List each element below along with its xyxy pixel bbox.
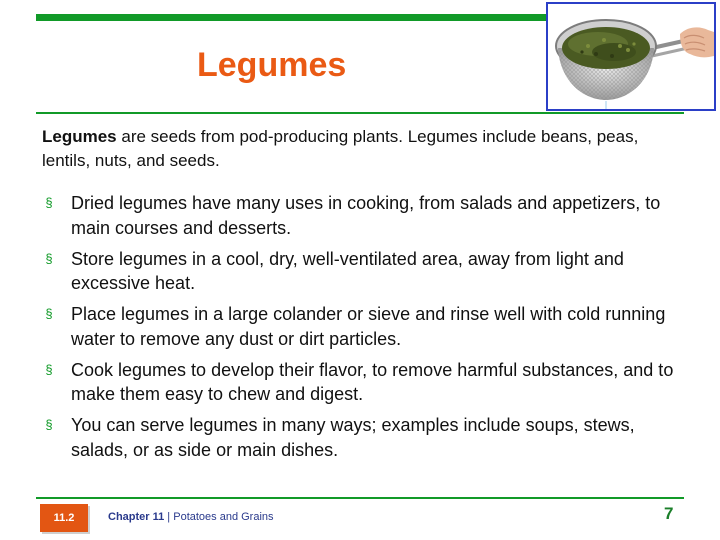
chapter-caption: [108, 511, 274, 523]
section-badge: 11.2: [40, 504, 88, 532]
bullet-text: Cook legumes to develop their flavor, to remove harmful substances, and to make them easy to chew and digest.: [71, 359, 674, 404]
chapter-label: Chapter 11: [108, 511, 165, 523]
footer-divider: [36, 497, 684, 499]
bullet-text: You can serve legumes in many ways; examples include soups, stews, salads, or as side or main dishes.: [71, 415, 635, 460]
top-accent-bar: [36, 14, 549, 21]
page-number: 7: [664, 504, 674, 523]
bullet-marker: §: [45, 195, 53, 210]
chapter-title: Potatoes and Grains: [173, 511, 274, 523]
bullet-marker: §: [45, 417, 53, 432]
bullet-marker: §: [45, 250, 53, 266]
bullet-list: [42, 191, 692, 469]
sieve-photo: [546, 2, 716, 111]
title-divider: [36, 112, 684, 114]
slide-title: Legumes: [197, 46, 347, 84]
bullet-item: [42, 358, 692, 407]
bullet-item: [42, 413, 692, 462]
chapter-separator: |: [164, 511, 174, 523]
bullet-text: Store legumes in a cool, dry, well-ventilated area, away from light and excessive heat.: [71, 248, 624, 293]
intro-lead-term: Legumes: [42, 127, 117, 146]
intro-paragraph: [42, 125, 682, 173]
bullet-text: Place legumes in a large colander or sieve and rinse well with cold running water to remove any dust or dirt particles.: [71, 304, 666, 349]
sieve-with-legumes-icon: [548, 4, 714, 109]
bullet-item: [42, 302, 692, 351]
intro-text: are seeds from pod-producing plants. Legumes include beans, peas, lentils, nuts, and seeds.: [42, 127, 639, 170]
bullet-marker: §: [45, 361, 53, 377]
bullet-item: [42, 191, 692, 240]
bullet-text: Dried legumes have many uses in cooking, from salads and appetizers, to main courses and desserts.: [71, 193, 661, 238]
bullet-item: [42, 247, 692, 296]
bullet-marker: §: [45, 306, 53, 321]
